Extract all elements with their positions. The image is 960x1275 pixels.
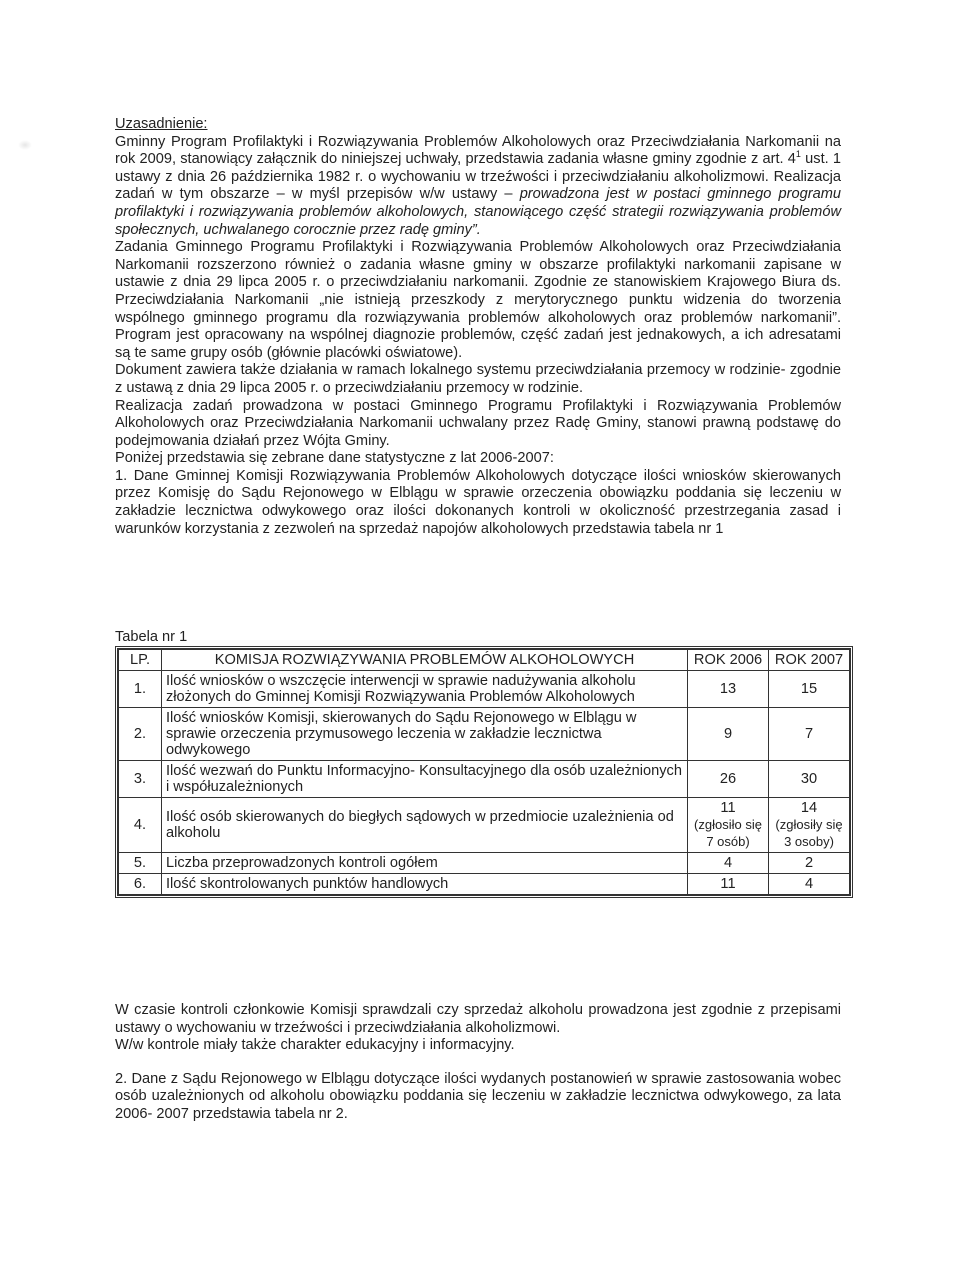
row-lp: 3. <box>119 761 162 798</box>
paragraph-drug-prevention: Zadania Gminnego Programu Profilaktyki i Rozwiązywania Problemów Alkoholowych oraz Przeciwdziałania Narkomanii rozszerzono również o zadania własne gminy w obszarze profilaktyki narkomanii zapisane w ustawie z dnia 29 lipca 2005 r. o przeciwdziałaniu narkomanii. Zgodnie ze stanowiskiem Krajowego Biura ds. Przeciwdziałania Narkomanii „nie istnieją przeszkody z merytorycznego punktu widzenia do tworzenia wspólnego gminnego programu dla rozwiązywania problemów alkoholowych oraz problemów narkomanii”. Program jest opracowany na wspólnej diagnozie problemów, część zadań jest jednakowych, a ich adresatami są te same grupy osób (głównie placówki oświatowe). <box>115 239 841 361</box>
section-heading: Uzasadnienie: <box>115 116 208 132</box>
table-row <box>119 708 850 761</box>
row-value-2006 <box>688 798 769 853</box>
row-value-2006: 4 <box>688 853 769 874</box>
paragraph-program-intro-a: Gminny Program Profilaktyki i Rozwiązywania Problemów Alkoholowych oraz Przeciwdziałania Narkomanii na rok 2009, stanowiący załącznik do niniejszej uchwały, przedstawia zadania własne gminy zgodnie z art. 4 <box>115 133 841 168</box>
row-value-2007-number: 14 <box>800 800 818 816</box>
row-value-2006-number: 11 <box>720 800 736 816</box>
row-value-2007: 15 <box>769 671 850 708</box>
row-lp: 5. <box>119 853 162 874</box>
row-description: Liczba przeprowadzonych kontroli ogółem <box>162 853 688 874</box>
row-value-2006: 9 <box>688 708 769 761</box>
row-value-2006: 26 <box>688 761 769 798</box>
header-year-2007: ROK 2007 <box>769 650 850 671</box>
paragraph-court-data: 2. Dane z Sądu Rejonowego w Elblągu dotyczące ilości wydanych postanowień w sprawie zastosowania wobec osób uzależnionych od alkoholu obowiązku poddania się leczeniu w zakładzie lecznictwa odwykowego, za lata 2006- 2007 przedstawia tabela nr 2. <box>115 1070 841 1122</box>
row-value-2007: 4 <box>769 874 850 895</box>
table-row <box>119 798 850 853</box>
row-value-2007-note: (zgłosiły się 3 osoby) <box>775 817 843 849</box>
paragraph-violence-prevention: Dokument zawiera także działania w ramach lokalnego systemu przeciwdziałania przemocy w rodzinie- zgodnie z ustawą z dnia 29 lipca 2005 r. o przeciwdziałaniu przemocy w rodzinie. <box>115 362 841 396</box>
article-superscript: 1 <box>795 149 801 160</box>
row-description: Ilość wniosków o wszczęcie interwencji w sprawie nadużywania alkoholu złożonych do Gminnej Komisji Rozwiązywania Problemów Alkoholowych <box>162 671 688 708</box>
row-value-2007: 30 <box>769 761 850 798</box>
paragraph-legal-basis: Realizacja zadań prowadzona w postaci Gminnego Programu Profilaktyki i Rozwiązywania Problemów Alkoholowych oraz Przeciwdziałania Narkomanii uchwalany przez Radę Gminy, stanowi prawną podstawę do podejmowania działań przez Wójta Gminy. <box>115 397 841 449</box>
row-value-2007 <box>769 798 850 853</box>
table-row <box>119 853 850 874</box>
paragraph-program-intro <box>115 134 841 240</box>
row-lp: 6. <box>119 874 162 895</box>
paragraph-statistics-intro: Poniżej przedstawia się zebrane dane statystyczne z lat 2006-2007: <box>115 450 554 467</box>
justification-section <box>115 116 841 538</box>
header-title: KOMISJA ROZWIĄZYWANIA PROBLEMÓW ALKOHOLOWYCH <box>162 650 688 671</box>
statistics-table <box>115 646 853 898</box>
row-description: Ilość wniosków Komisji, skierowanych do Sądu Rejonowego w Elblągu w sprawie orzeczenia przymusowego leczenia w zakładzie lecznictwa odwykowego <box>162 708 688 761</box>
row-value-2006: 11 <box>688 874 769 895</box>
scan-mark <box>18 140 32 150</box>
row-description: Ilość osób skierowanych do biegłych sądowych w przedmiocie uzależnienia od alkoholu <box>162 798 688 853</box>
row-value-2006-note: (zgłosiło się 7 osób) <box>694 817 762 849</box>
inspection-section <box>115 1002 841 1124</box>
paragraph-commission-data: 1. Dane Gminnej Komisji Rozwiązywania Problemów Alkoholowych dotyczące ilości wniosków skierowanych przez Komisję do Sądu Rejonowego w Elblągu w sprawie orzeczenia obowiązku poddania się leczeniu w zakładzie lecznictwa odwykowego oraz ilości dokonanych kontroli w okoliczność przestrzegania zasad i warunków korzystania z zezwoleń na sprzedaż napojów alkoholowych przedstawia tabela nr 1 <box>115 467 841 537</box>
row-lp: 1. <box>119 671 162 708</box>
paragraph-inspection: W czasie kontroli członkowie Komisji sprawdzali czy sprzedaż alkoholu prowadzona jest zgodnie z przepisami ustawy o wychowaniu w trzeźwości i przeciwdziałania alkoholizmowi. <box>115 1002 841 1036</box>
paragraph-program-quote: prowadzona jest w postaci gminnego programu profilaktyki i rozwiązywania problemów alkoholowych, stanowiącego część strategii rozwiązywania problemów społecznych, uchwalanego corocznie przez radę gminy”. <box>115 186 841 238</box>
table-row <box>119 761 850 798</box>
row-description: Ilość skontrolowanych punktów handlowych <box>162 874 688 895</box>
row-lp: 4. <box>119 798 162 853</box>
row-lp: 2. <box>119 708 162 761</box>
table-header-row <box>119 650 850 671</box>
row-description: Ilość wezwań do Punktu Informacyjno- Konsultacyjnego dla osób uzależnionych i współuzależnionych <box>162 761 688 798</box>
paragraph-inspection-character: W/w kontrole miały także charakter edukacyjny i informacyjny. <box>115 1037 515 1054</box>
row-value-2007: 2 <box>769 853 850 874</box>
paragraph-program-intro-b: ust. 1 ustawy z dnia 26 października 1982 r. o wychowaniu w trzeźwości i przeciwdziałaniu alkoholizmowi. Realizacja zadań w tym obszarze – w myśl przepisów w/w ustawy – <box>115 151 842 203</box>
paragraph-gap <box>115 1055 841 1071</box>
header-lp: LP. <box>119 650 162 671</box>
row-value-2006: 13 <box>688 671 769 708</box>
table-caption: Tabela nr 1 <box>115 629 188 645</box>
table-row <box>119 671 850 708</box>
table-row <box>119 874 850 895</box>
row-value-2007: 7 <box>769 708 850 761</box>
header-year-2006: ROK 2006 <box>688 650 769 671</box>
